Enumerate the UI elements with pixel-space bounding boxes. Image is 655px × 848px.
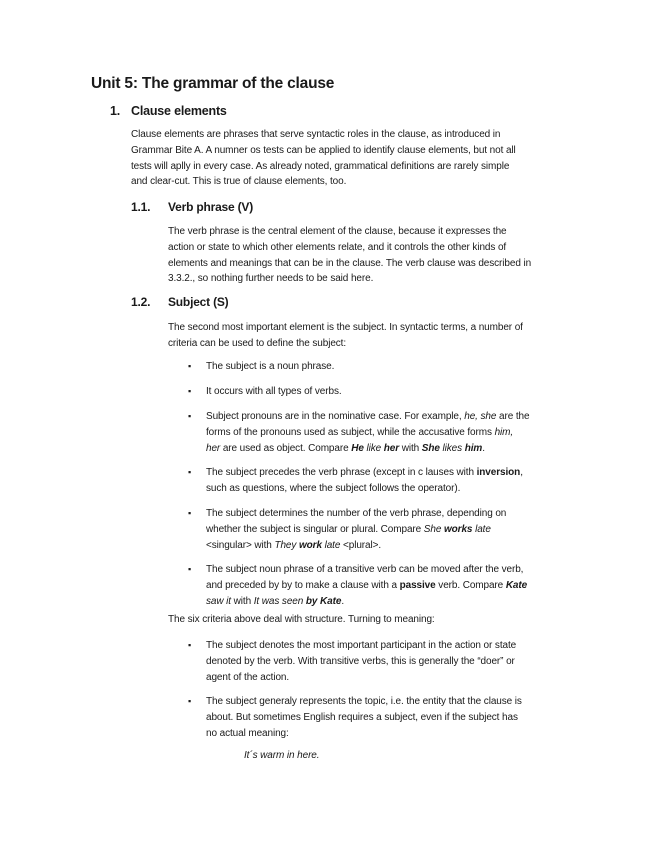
text-line: tests will aplly in every case. As already noted, grammatical definitions are rarely simple [131, 160, 510, 172]
text-line: It´s warm in here. [244, 750, 320, 761]
bullet-icon: ▪ [188, 386, 192, 396]
bold-italic-run: him [464, 442, 483, 454]
bold-italic-run: work [296, 539, 322, 551]
bold-run: passive [399, 579, 436, 591]
verb-phrase-body [168, 224, 531, 287]
text-run: are used as object. Compare [220, 442, 352, 454]
list-item [188, 562, 528, 609]
text-run: whether the subject is singular or plural. Compare [206, 523, 424, 535]
text-line: agent of the action. [206, 671, 290, 683]
list-item [188, 359, 335, 375]
text-run: <plural>. [340, 539, 382, 551]
list-item [188, 638, 517, 685]
bold-italic-run: by Kate [303, 595, 342, 607]
subsection-number: 1.1. [131, 200, 151, 214]
subsection-heading-subject [131, 295, 228, 309]
text-line: no actual meaning: [206, 727, 289, 739]
text-run: . [482, 442, 485, 454]
text-line [206, 441, 529, 457]
text-line: The six criteria above deal with structure. Turning to meaning: [168, 614, 435, 625]
text-run: with [230, 595, 254, 607]
bullet-icon: ▪ [188, 467, 192, 477]
list-item [188, 694, 522, 741]
text-run: The subject precedes the verb phrase (except in c lauses with [206, 467, 477, 478]
text-line: The second most important element is the subject. In syntactic terms, a number of [168, 322, 523, 333]
bullet-icon: ▪ [188, 696, 192, 706]
italic-run: late [472, 523, 491, 535]
italic-run: likes [439, 442, 465, 454]
text-line: denoted by the verb. With transitive verbs, this is generally the “doer” or [206, 655, 515, 667]
text-line [206, 522, 506, 538]
text-run: . [341, 595, 344, 607]
example-sentence [244, 748, 319, 764]
text-run: , [520, 467, 523, 478]
section-heading-clause-elements [110, 104, 227, 118]
list-item [188, 409, 530, 456]
text-line [206, 465, 523, 481]
section-number: 1. [110, 104, 121, 118]
text-line: It occurs with all types of verbs. [206, 386, 342, 397]
text-line [206, 538, 506, 554]
italic-run: he, she [464, 411, 497, 422]
text-run: Subject pronouns are in the nominative case. For example, [206, 411, 465, 422]
text-run: are the [496, 411, 530, 422]
unit-title: Unit 5: The grammar of the clause [91, 75, 335, 92]
italic-run: They [274, 539, 297, 551]
text-run: with [399, 442, 422, 454]
bold-italic-run: Kate [505, 579, 528, 591]
text-line: The subject denotes the most important participant in the action or state [206, 640, 517, 651]
bold-italic-run: She [421, 442, 440, 454]
subsection-heading-text: Verb phrase (V) [168, 200, 254, 214]
italic-run: like [363, 442, 384, 454]
text-line: criteria can be used to define the subject: [168, 337, 347, 349]
bold-run: inversion [476, 467, 521, 478]
text-line: and clear-cut. This is true of clause elements, too. [131, 176, 347, 188]
italic-run: It was seen [253, 595, 304, 607]
text-line: 3.3.2., so nothing further needs to be said here. [168, 273, 374, 285]
italic-run: him, [494, 426, 514, 438]
subsection-heading-text: Subject (S) [168, 295, 229, 309]
text-line: about. But sometimes English requires a subject, even if the subject has [206, 711, 518, 723]
text-line: The subject generaly represents the topic, i.e. the entity that the clause is [206, 696, 522, 707]
text-line: elements and meanings that can be in the clause. The verb clause was described in [168, 257, 532, 269]
list-item [188, 506, 507, 553]
bullet-icon: ▪ [188, 640, 192, 650]
italic-run: late [321, 539, 341, 551]
bullet-icon: ▪ [188, 361, 192, 371]
italic-run: She [423, 523, 442, 535]
text-line: The subject determines the number of the verb phrase, depending on [206, 508, 507, 519]
meaning-transition [168, 612, 435, 628]
italic-run: her [206, 442, 221, 454]
bullet-icon: ▪ [188, 508, 192, 518]
bullet-icon: ▪ [188, 411, 192, 421]
bold-italic-run: works [441, 523, 473, 535]
text-line: Grammar Bite A. A numner os tests can be applied to identify clause elements, but not all [131, 144, 516, 156]
bold-italic-run: her [383, 442, 400, 454]
text-line [206, 425, 529, 441]
text-run: verb. Compare [435, 579, 506, 591]
text-line: such as questions, where the subject follows the operator). [206, 482, 461, 494]
text-line: action or state to which other elements relate, and it controls the other kinds of [168, 241, 507, 253]
text-line: The verb phrase is the central element of the clause, because it expresses the [168, 226, 507, 237]
text-line: The subject noun phrase of a transitive verb can be moved after the verb, [206, 564, 524, 575]
text-run: and preceded by by to make a clause with a [206, 579, 400, 591]
list-item [188, 465, 523, 497]
bullet-icon: ▪ [188, 564, 192, 574]
section-heading-text: Clause elements [131, 104, 227, 118]
subsection-number: 1.2. [131, 295, 151, 309]
list-item [188, 384, 342, 400]
subsection-heading-verb-phrase [131, 200, 253, 214]
text-line [206, 409, 529, 425]
clause-elements-intro [131, 127, 516, 190]
text-run: <singular> with [206, 539, 275, 551]
text-line: Clause elements are phrases that serve syntactic roles in the clause, as introduced in [131, 129, 501, 140]
text-line [206, 594, 527, 610]
text-line: The subject is a noun phrase. [206, 361, 335, 372]
text-run: forms of the pronouns used as subject, while the accusative forms [206, 426, 495, 438]
subject-intro [168, 320, 523, 352]
bold-italic-run: He [351, 442, 364, 454]
italic-run: saw it [206, 595, 231, 607]
text-line [206, 578, 527, 594]
